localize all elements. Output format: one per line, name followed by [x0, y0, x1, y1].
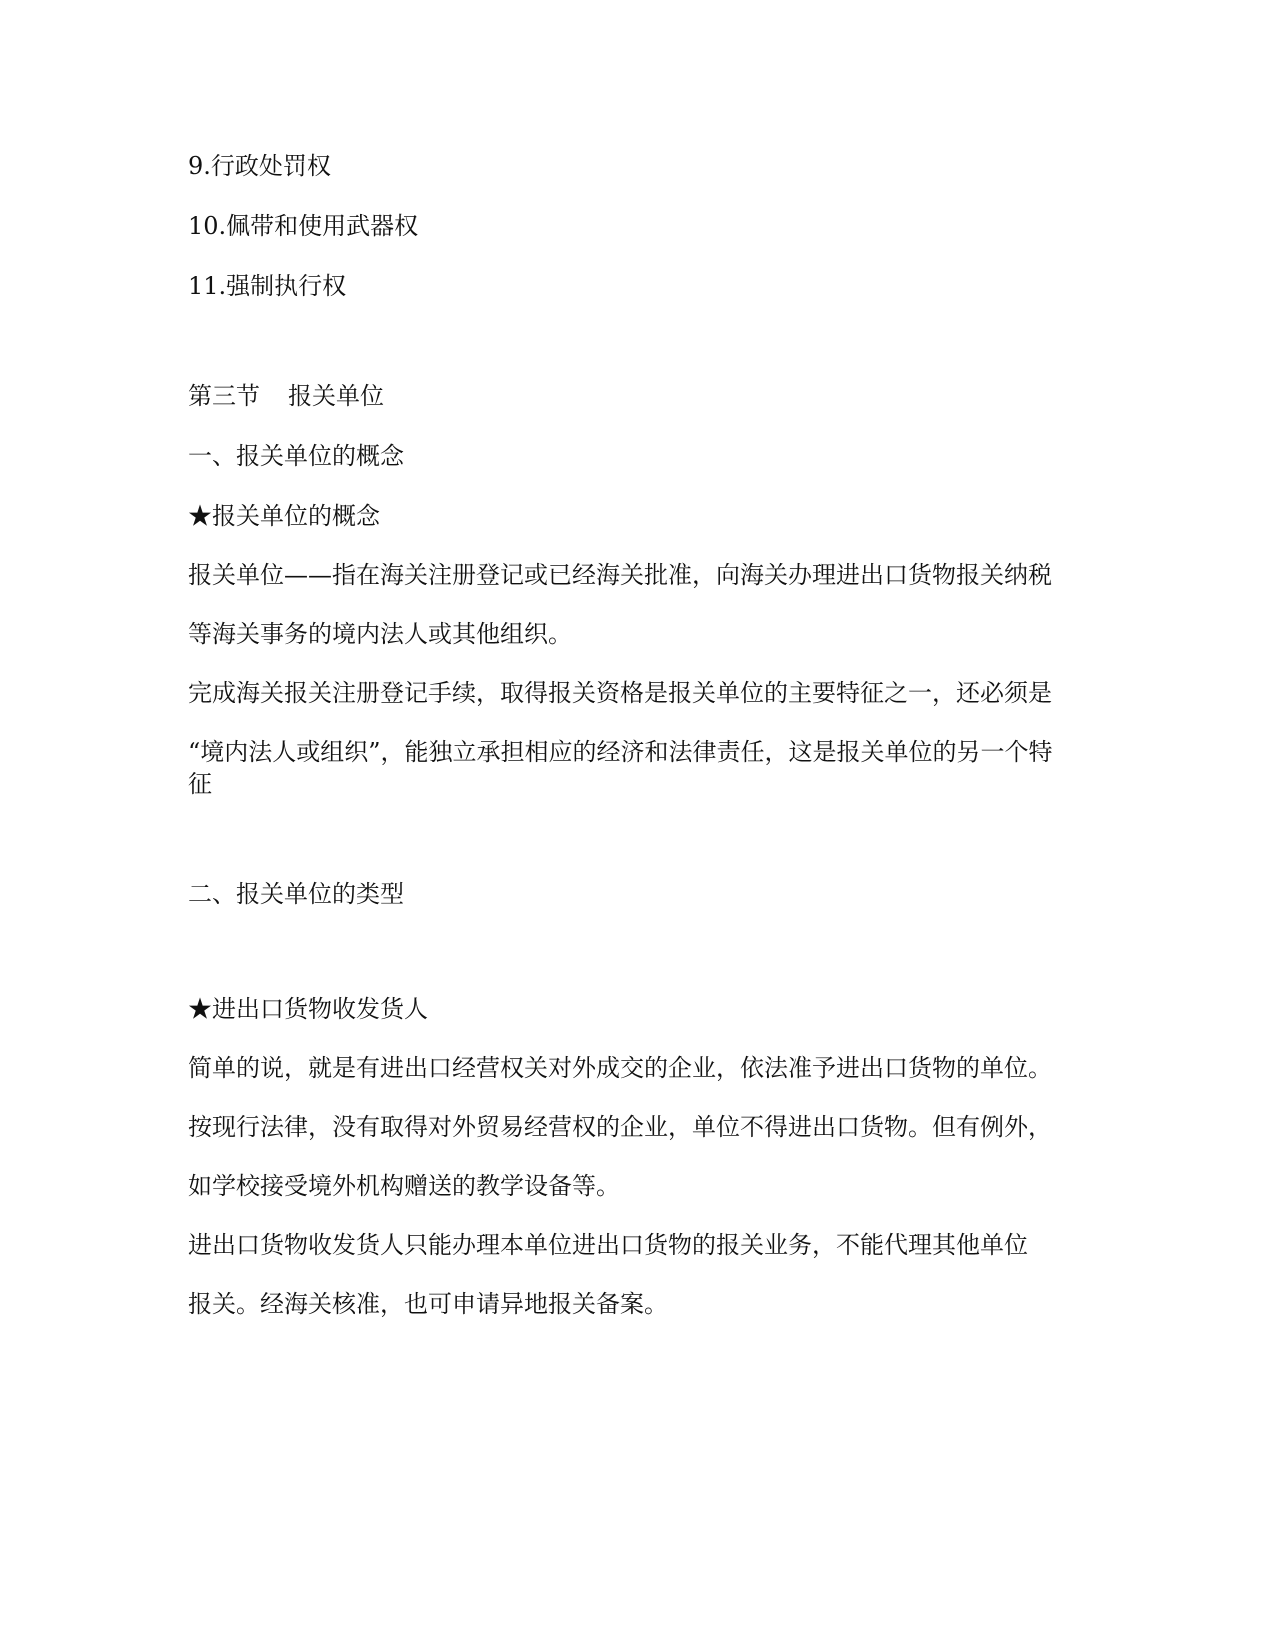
section-title: 报关单位 — [288, 382, 384, 410]
part2-para2-line2: 如学校接受境外机构赠送的教学设备等。 — [188, 1172, 620, 1200]
part2-heading: 二、报关单位的类型 — [188, 880, 404, 908]
part1-para2-line1: 完成海关报关注册登记手续，取得报关资格是报关单位的主要特征之一，还必须是 — [188, 679, 1052, 707]
part1-heading: 一、报关单位的概念 — [188, 442, 404, 470]
part1-star-heading: ★报关单位的概念 — [188, 502, 380, 530]
part1-para2-line2: “境内法人或组织”，能独立承担相应的经济和法律责任，这是报关单位的另一个特 — [188, 738, 1053, 766]
part1-para2-line3: 征 — [188, 770, 212, 798]
part2-para1: 简单的说，就是有进出口经营权关对外成交的企业，依法准予进出口货物的单位。 — [188, 1054, 1052, 1082]
part2-star-heading: ★进出口货物收发货人 — [188, 995, 428, 1023]
list-item-10: 10.佩带和使用武器权 — [188, 212, 419, 240]
list-item-11: 11.强制执行权 — [188, 272, 347, 300]
part2-para3-line1: 进出口货物收发货人只能办理本单位进出口货物的报关业务，不能代理其他单位 — [188, 1231, 1028, 1259]
section-heading — [188, 380, 384, 412]
part1-para1-line2: 等海关事务的境内法人或其他组织。 — [188, 620, 572, 648]
part2-para2-line1: 按现行法律，没有取得对外贸易经营权的企业，单位不得进出口货物。但有例外， — [188, 1113, 1052, 1141]
part2-para3-line2: 报关。经海关核准，也可申请异地报关备案。 — [188, 1290, 668, 1318]
part1-para1-line1: 报关单位——指在海关注册登记或已经海关批准，向海关办理进出口货物报关纳税 — [188, 561, 1052, 589]
section-number: 第三节 — [188, 382, 260, 410]
list-item-9: 9.行政处罚权 — [188, 152, 331, 180]
